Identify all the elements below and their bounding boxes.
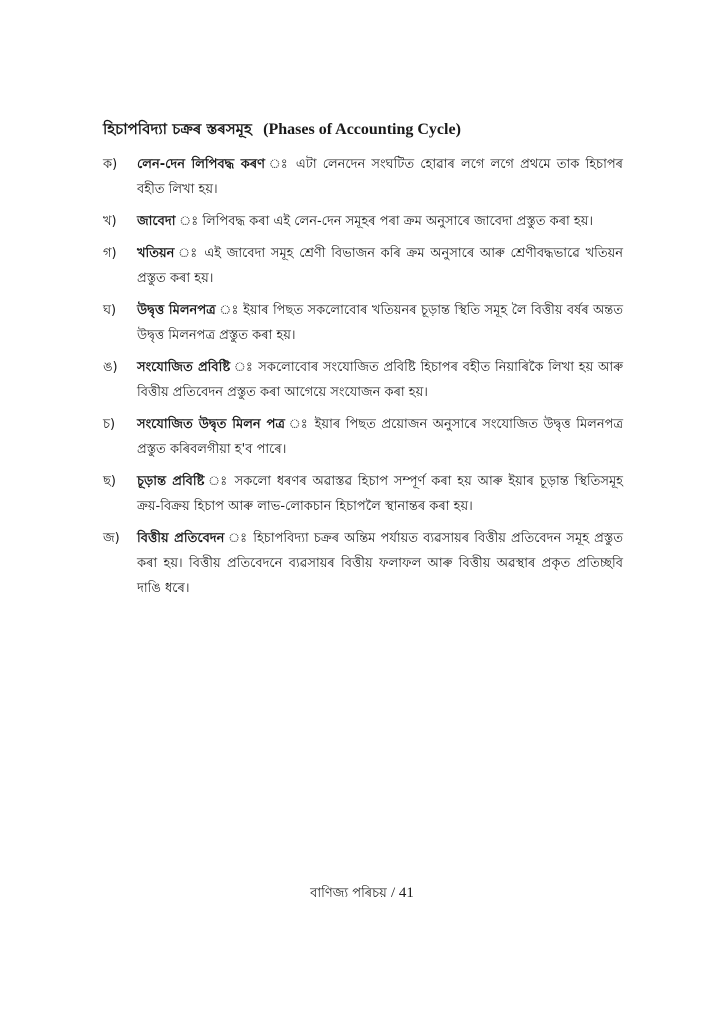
term-separator: ঃ	[265, 157, 296, 172]
term-separator: ঃ	[230, 360, 259, 375]
term-separator: ঃ	[204, 474, 235, 489]
page-footer	[0, 884, 724, 905]
list-item-text	[137, 298, 623, 348]
list-item-gha	[103, 298, 623, 348]
list-marker: চ)	[103, 417, 116, 432]
list-item-text	[137, 241, 623, 291]
term-separator: ঃ	[215, 303, 244, 318]
list-marker: ঘ)	[103, 303, 117, 318]
term-separator: ঃ	[174, 246, 205, 261]
list-item-text	[137, 412, 623, 462]
phase-description: সকলোবোৰ সংযোজিত প্ৰবিষ্টি হিচাপৰ বহীত নিয়াৰিকৈ লিখা হয় আৰু বিত্তীয় প্ৰতিবেদন প্ৰস্তুত কৰা আগেয়ে সংযোজন কৰা হয়।	[137, 360, 624, 400]
list-item-text	[137, 469, 623, 519]
phase-description: ইয়াৰ পিছত প্ৰয়োজন অনুসাৰে সংযোজিত উদ্বৃত্ত মিলনপত্ৰ প্ৰস্তুত কৰিবলগীয়া হ'ব পাৰে।	[137, 417, 624, 457]
phase-description: সকলো ধৰণৰ অৱাস্তৱ হিচাপ সম্পূৰ্ণ কৰা হয় আৰু ইয়াৰ চূড়ান্ত স্থিতিসমূহ ক্ৰয়-বিক্ৰয় হিচাপ আৰু লাভ-লোকচান হিচাপলৈ স্থানান্তৰ কৰা হয়।	[137, 474, 623, 514]
list-item-text	[137, 152, 623, 202]
term-separator: ঃ	[224, 531, 254, 546]
phase-term: লেন-দেন লিপিবদ্ধ কৰণ	[137, 157, 266, 172]
phase-description: এটা লেনদেন সংঘটিত হোৱাৰ লগে লগে প্ৰথমে তাক হিচাপৰ বহীত লিখা হয়।	[137, 157, 623, 197]
page-number: / 41	[390, 885, 414, 901]
phases-list	[103, 152, 623, 608]
list-item-ca	[103, 412, 623, 462]
list-marker: ছ)	[103, 474, 116, 489]
phase-term: খতিয়ন	[137, 246, 175, 261]
phase-term: সংযোজিত প্ৰবিষ্টি	[137, 360, 231, 375]
term-separator: ঃ	[284, 417, 315, 432]
section-heading-assamese: হিচাপবিদ্যা চক্ৰৰ স্তৰসমূহ	[103, 120, 252, 138]
list-item-text	[137, 526, 623, 601]
list-item-ka	[103, 152, 623, 202]
phase-term: উদ্বৃত্ত মিলনপত্ৰ	[137, 303, 216, 318]
list-marker: জ)	[103, 531, 120, 546]
phase-description: এই জাবেদা সমূহ শ্ৰেণী বিভাজন কৰি ক্ৰম অনুসাৰে আৰু শ্ৰেণীবদ্ধভাৱে খতিয়ন প্ৰস্তুত কৰা হয়।	[137, 246, 623, 286]
list-item-kha	[103, 209, 623, 234]
footer-book-title: বাণিজ্য পৰিচয়	[310, 886, 387, 901]
list-item-cha	[103, 469, 623, 519]
term-separator: ঃ	[175, 214, 203, 229]
phase-term: চূড়ান্ত প্ৰবিষ্টি	[137, 474, 205, 489]
list-item-ga	[103, 241, 623, 291]
list-item-text	[137, 209, 623, 234]
section-heading	[103, 118, 663, 143]
phase-term: জাবেদা	[137, 214, 176, 229]
phase-description: হিচাপবিদ্যা চক্ৰৰ অন্তিম পৰ্যায়ত ব্যৱসায়ৰ বিত্তীয় প্ৰতিবেদন সমূহ প্ৰস্তুত কৰা হয়। বিত্তীয় প্ৰতিবেদনে ব্যৱসায়ৰ বিত্তীয় ফলাফল আৰু বিত্তীয় অৱস্থাৰ প্ৰকৃত প্ৰতিচ্ছবি দাঙি ধৰে।	[137, 531, 623, 596]
list-item-text	[137, 355, 623, 405]
list-marker: ক)	[103, 157, 118, 172]
section-heading-english: (Phases of Accounting Cycle)	[263, 121, 461, 138]
list-item-unga	[103, 355, 623, 405]
phase-description: ইয়াৰ পিছত সকলোবোৰ খতিয়নৰ চূড়ান্ত স্থিতি সমূহ লৈ বিত্তীয় বৰ্ষৰ অন্তত উদ্বৃত্ত মিলনপত্ৰ প্ৰস্তুত কৰা হয়।	[137, 303, 624, 343]
list-marker: খ)	[103, 214, 117, 229]
list-marker: গ)	[103, 246, 117, 261]
phase-term: সংযোজিত উদ্বৃত মিলন পত্ৰ	[137, 417, 285, 432]
list-marker: ঙ)	[103, 360, 118, 375]
phase-term: বিত্তীয় প্ৰতিবেদন	[137, 531, 225, 546]
list-item-ja	[103, 526, 623, 601]
phase-description: লিপিবদ্ধ কৰা এই লেন-দেন সমূহৰ পৰা ক্ৰম অনুসাৰে জাবেদা প্ৰস্তুত কৰা হয়।	[202, 214, 594, 229]
